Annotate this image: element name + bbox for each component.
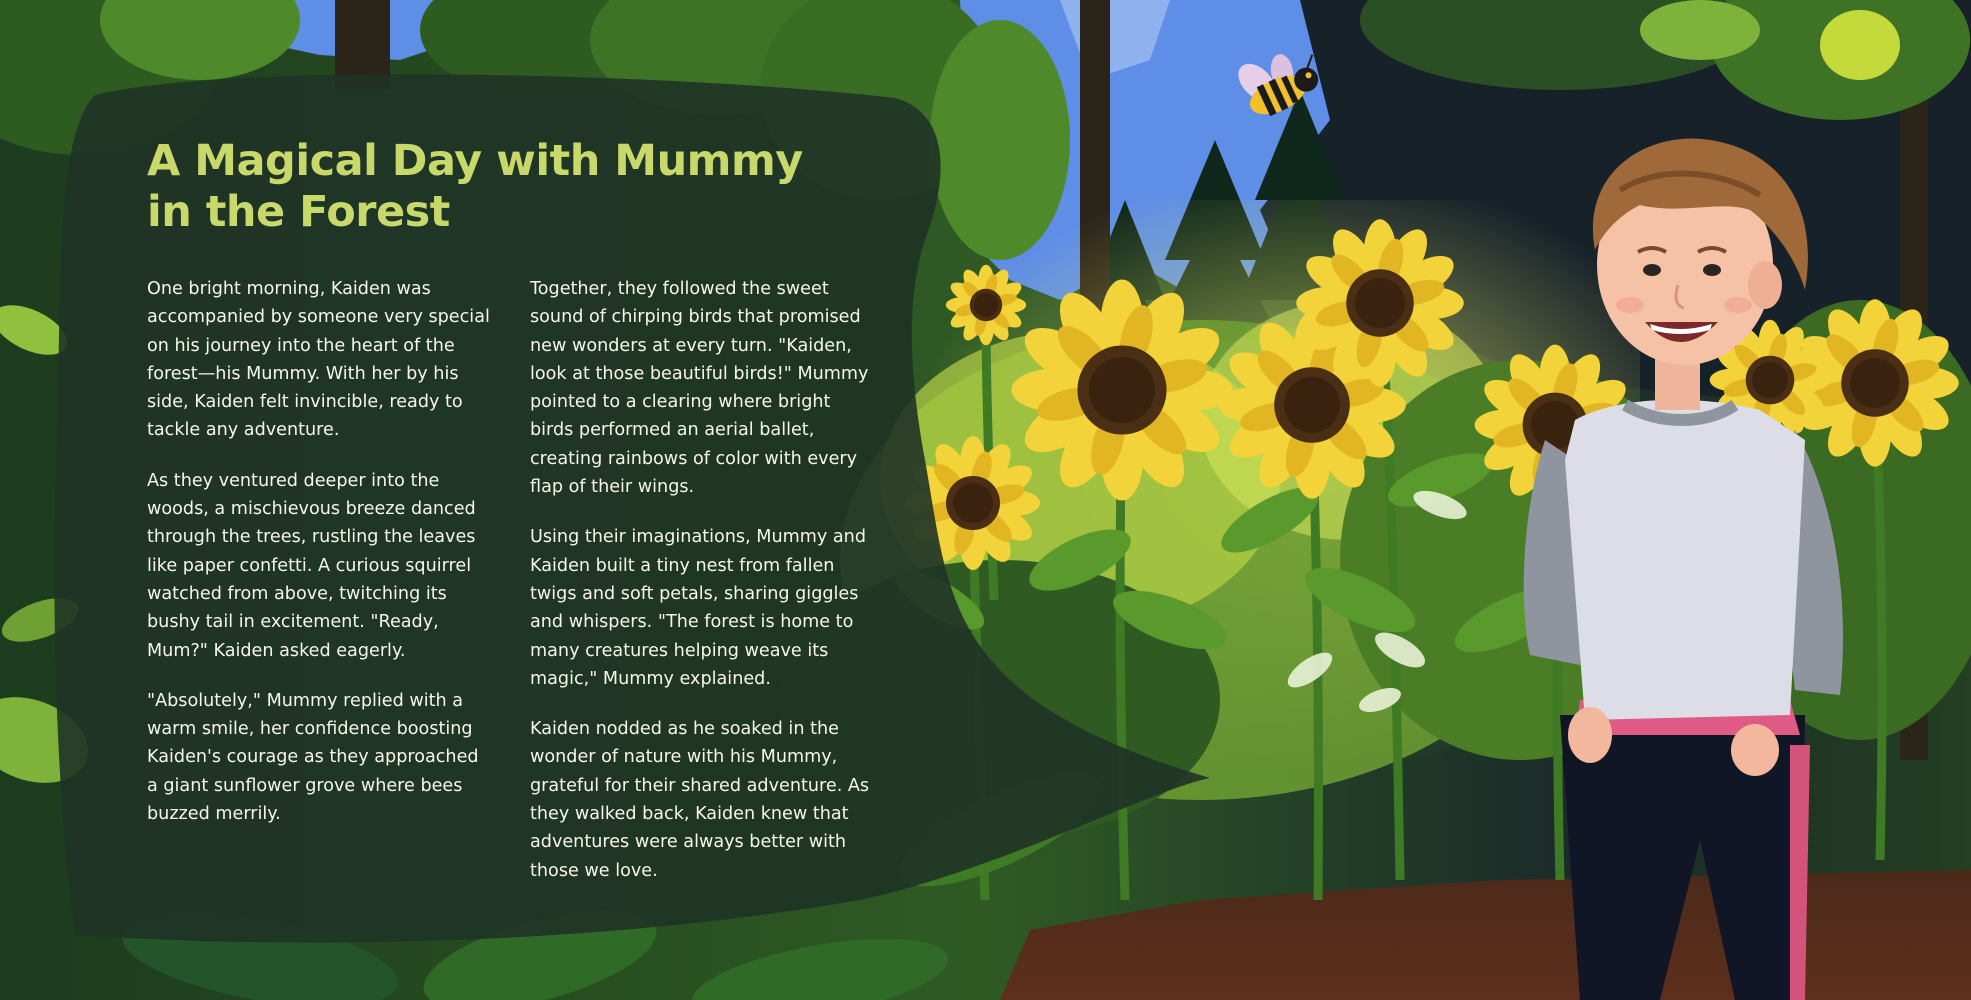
- story-paragraph: As they ventured deeper into the woods, a mischievous breeze danced through the trees, rustling the leaves like paper confetti. A curious squirrel watched from above, twitching its bushy tail in excitement. "Ready, Mum?" Kaiden asked eagerly.: [147, 470, 476, 661]
- story-column-right: [530, 275, 875, 907]
- story-paragraph: Together, they followed the sweet sound of chirping birds that promised new wonders at every turn. "Kaiden, look at those beautiful birds!" Mummy pointed to a clearing where bright birds performed an aerial ballet, creating rainbows of color with every flap of their wings.: [530, 279, 869, 498]
- story-title: A Magical Day with Mummy in the Forest: [147, 136, 803, 237]
- story-column-left: [147, 275, 492, 850]
- story-paragraph: One bright morning, Kaiden was accompanied by someone very special on his journey into the heart of the forest—his Mummy. With her by his side, Kaiden felt invincible, ready to tackle any adventure.: [147, 279, 490, 441]
- story-paragraph: Using their imaginations, Mummy and Kaiden built a tiny nest from fallen twigs and soft petals, sharing giggles and whispers. "The forest is home to many creatures helping weave its magic," Mummy explained.: [530, 527, 866, 689]
- story-paragraph: "Absolutely," Mummy replied with a warm smile, her confidence boosting Kaiden's courage as they approached a giant sunflower grove where bees buzzed merrily.: [147, 690, 479, 825]
- story-paragraph: Kaiden nodded as he soaked in the wonder of nature with his Mummy, grateful for their shared adventure. As they walked back, Kaiden knew that adventures were always better with those we love.: [530, 719, 870, 881]
